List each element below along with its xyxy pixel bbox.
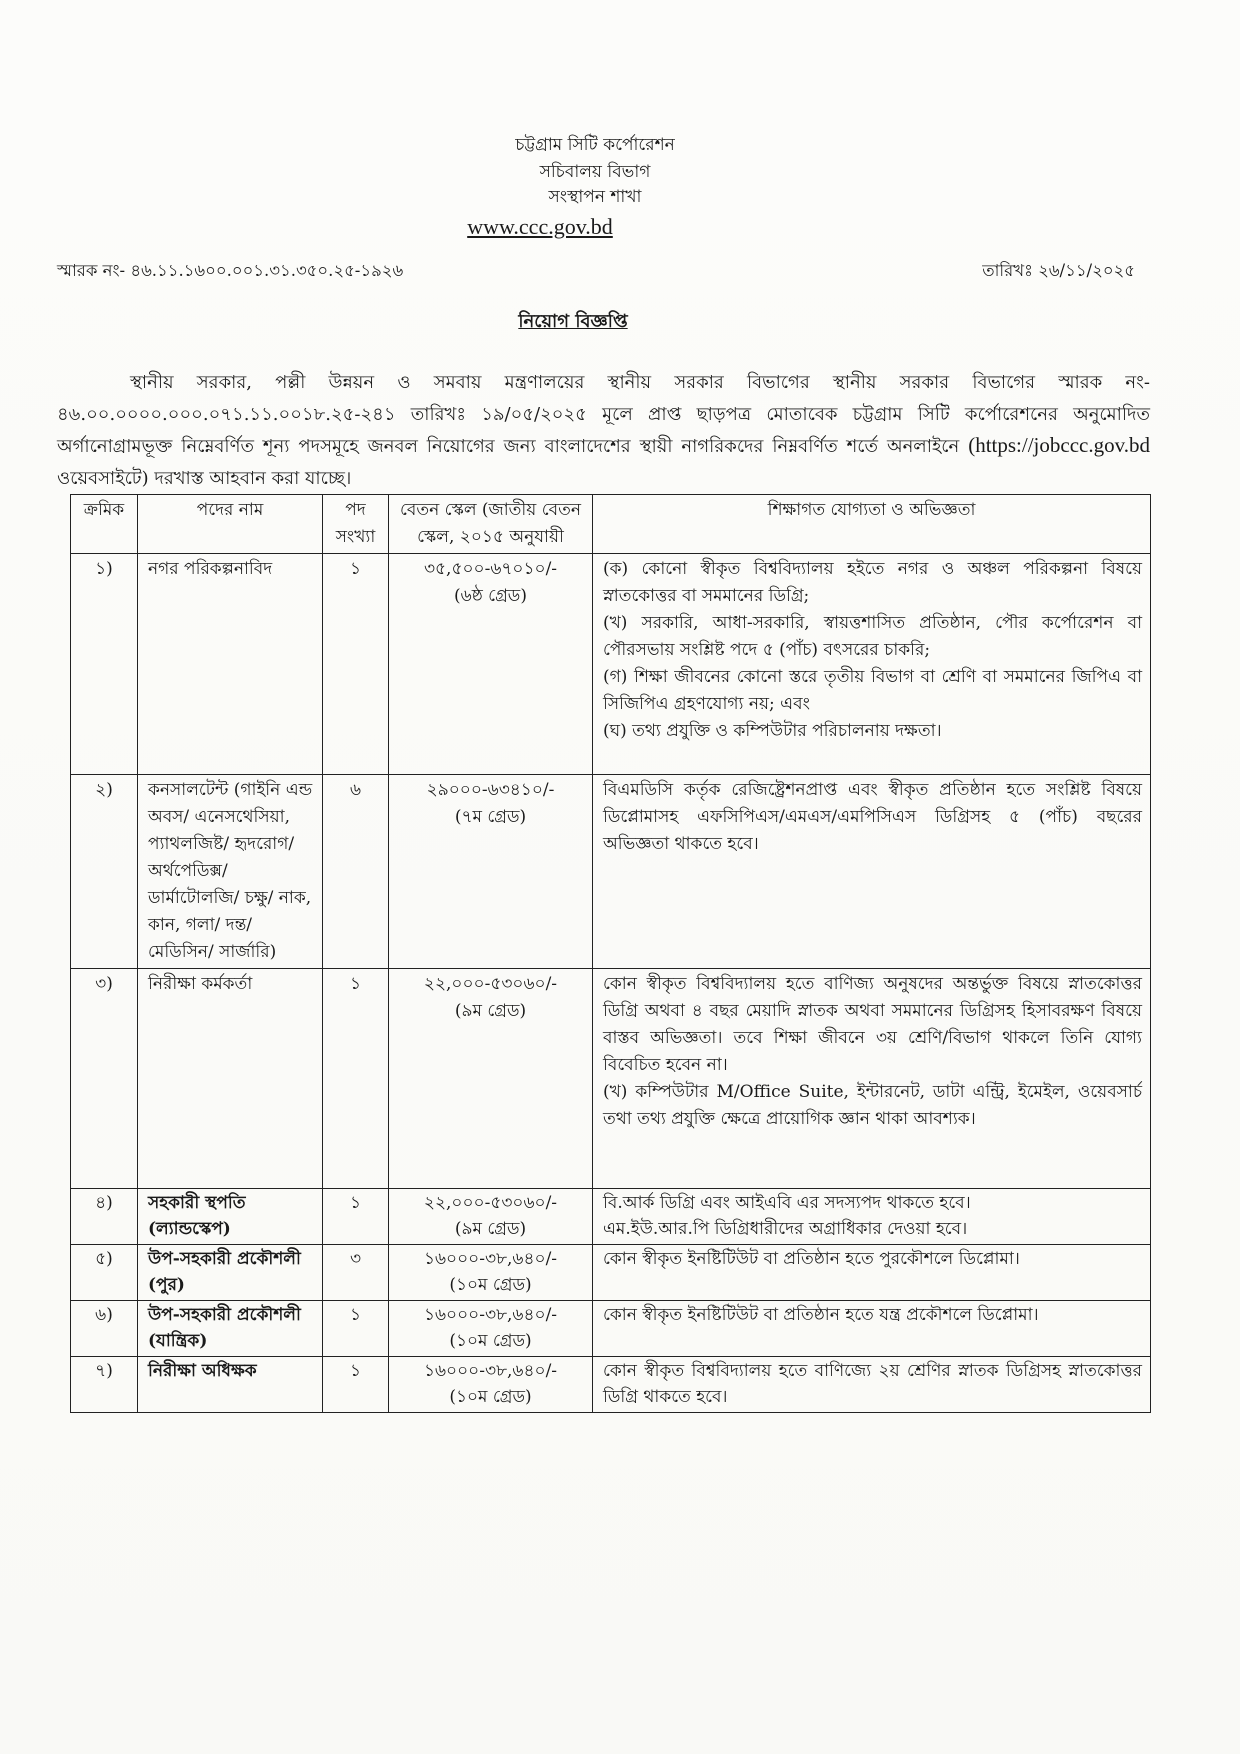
qualification-item: কোন স্বীকৃত ইনষ্টিটিউট বা প্রতিষ্ঠান হতে পুরকৌশলে ডিপ্লোমা। [603,1249,1020,1269]
notice-body [57,367,1150,1413]
serial-cell: ৩) [71,969,138,1189]
pay-grade: (৯ম গ্রেড) [454,1001,527,1021]
pay-scale-cell [389,969,593,1189]
post-count-cell: ১ [323,1357,389,1413]
qualification-cell [593,1357,1151,1413]
post-count-cell: ৩ [323,1245,389,1301]
table-header-row [71,495,1151,554]
post-name-cell: নিরীক্ষা কর্মকর্তা [138,969,323,1189]
header-count: পদ সংখ্যা [323,495,389,554]
section-name: সংস্থাপন শাখা [548,187,642,207]
qualification-cell [593,1189,1151,1245]
pay-scale-cell [389,775,593,969]
qualification-item: বি.আর্ক ডিগ্রি এবং আইএবি এর সদস্যপদ থাকতে হবে। [603,1193,971,1213]
notice-text-end: ওয়েবসাইটে) দরখাস্ত আহবান করা যাচ্ছে। [57,467,352,489]
serial-cell: ৪) [71,1189,138,1245]
notice-title: নিয়োগ বিজ্ঞপ্তি [518,311,628,332]
post-name-cell: নিরীক্ষা অধিক্ষক [138,1357,323,1413]
header-post: পদের নাম [138,495,323,554]
qualification-item: বিএমডিসি কর্তৃক রেজিষ্ট্রেশনপ্রাপ্ত এবং স্বীকৃত প্রতিষ্ঠান হতে সংশ্লিষ্ট বিষয়ে ডিপ্লোমাসহ এফসিপিএস/এমএস/এমপিসিএস ডিগ্রিসহ ৫ (পাঁচ) বছরের অভিজ্ঞতা থাকতে হবে। [603,780,1142,854]
table-row [71,1301,1151,1357]
qualification-item: (গ) শিক্ষা জীবনের কোনো স্তরে তৃতীয় বিভাগ বা শ্রেণি বা সমমানের জিপিএ বা সিজিপিএ গ্রহণযোগ্য নয়; এবং [603,667,1142,714]
notice-paragraph [57,367,1150,494]
pay-grade: (১০ম গ্রেড) [449,1330,532,1351]
pay-scale-range: ১৬০০০-৩৮,৬৪০/- [423,1249,558,1269]
pay-scale-cell [389,1301,593,1357]
organization-name: চট্টগ্রাম সিটি কর্পোরেশন [515,135,675,155]
pay-scale-range: ২৯০০০-৬৩৪১০/- [426,780,555,800]
table-row [71,1245,1151,1301]
memo-reference: স্মারক নং- ৪৬.১১.১৬০০.০০১.৩১.৩৫০.২৫-১৯২৬ [57,261,404,280]
post-count-cell: ৬ [323,775,389,969]
pay-grade: (১০ম গ্রেড) [449,1386,532,1407]
qualification-cell [593,969,1151,1189]
qualification-cell [593,1301,1151,1357]
pay-grade: (১০ম গ্রেড) [449,1274,532,1295]
table-row [71,775,1151,969]
pay-scale-range: ২২,০০০-৫৩০৬০/- [423,1193,558,1213]
pay-scale-cell [389,554,593,775]
post-name-cell: উপ-সহকারী প্রকৌশলী (যান্ত্রিক) [138,1301,323,1357]
header-scale: বেতন স্কেল (জাতীয় বেতন স্কেল, ২০১৫ অনুযায়ী [389,495,593,554]
qualification-cell [593,1245,1151,1301]
pay-grade: (৭ম গ্রেড) [454,807,527,827]
post-count-cell: ১ [323,969,389,1189]
qualification-item: (ক) কোনো স্বীকৃত বিশ্ববিদ্যালয় হইতে নগর ও অঞ্চল পরিকল্পনা বিষয়ে স্নাতকোত্তর বা সমমানের ডিগ্রি; [603,559,1142,606]
post-name-cell: কনসালটেন্ট (গাইনি এন্ড অবস/ এনেসথেসিয়া, প্যাথলজিষ্ট/ হৃদরোগ/ অর্থপেডিক্স/ ডার্মাটোলজি/ চক্ষু/ নাক, কান, গলা/ দন্ত/ মেডিসিন/ সার্জারি) [138,775,323,969]
memo-date: তারিখঃ ২৬/১১/২০২৫ [982,261,1135,280]
qualification-item: (ঘ) তথ্য প্রযুক্তি ও কম্পিউটার পরিচালনায় দক্ষতা। [603,721,942,741]
pay-scale-range: ৩৫,৫০০-৬৭০১০/- [423,559,558,579]
qualification-item: কোন স্বীকৃত বিশ্ববিদ্যালয় হতে বাণিজ্যে ২য় শ্রেণির স্নাতক ডিগ্রিসহ স্নাতকোত্তর ডিগ্রি থাকতে হবে। [603,1361,1142,1407]
post-count-cell: ১ [323,1189,389,1245]
serial-cell: ৬) [71,1301,138,1357]
qualification-item: এম.ইউ.আর.পি ডিগ্রিধারীদের অগ্রাধিকার দেওয়া হবে। [603,1218,968,1239]
serial-cell: ১) [71,554,138,775]
pay-scale-cell [389,1357,593,1413]
pay-scale-range: ১৬০০০-৩৮,৬৪০/- [423,1305,558,1325]
notice-text: স্থানীয় সরকার, পল্লী উন্নয়ন ও সমবায় মন্ত্রণালয়ের স্থানীয় সরকার বিভাগের স্থানীয় সরকার বিভাগের স্মারক নং- ৪৬.০০.০০০০.০০০.০৭১.১১.০০১৮.২৫-২৪১ তারিখঃ ১৯/০৫/২০২৫ মূলে প্রাপ্ত ছাড়পত্র মোতাবেক চট্টগ্রাম সিটি কর্পোরেশনের অনুমোদিত অর্গানোগ্রামভূক্ত নিম্নেবর্ণিত শূন্য পদসমূহে জনবল নিয়োগের জন্য বাংলাদেশের স্থায়ী নাগরিকদের নিম্নবর্ণিত শর্তে অনলাইনে [57,372,1150,457]
pay-scale-cell [389,1189,593,1245]
table-row [71,1357,1151,1413]
vacancy-table [70,494,1151,1413]
qualification-item: কোন স্বীকৃত বিশ্ববিদ্যালয় হতে বাণিজ্য অনুষদের অন্তর্ভুক্ত বিষয়ে স্নাতকোত্তর ডিগ্রি অথবা ৪ বছর মেয়াদি স্নাতক অথবা সমমানের ডিগ্রিসহ হিসাবরক্ষণ বিষয়ে বাস্তব অভিজ্ঞতা। তবে শিক্ষা জীবনে ৩য় শ্রেণি/বিভাগ থাকলে তিনি যোগ্য বিবেচিত হবেন না। [603,974,1142,1075]
header-serial: ক্রমিক [71,495,138,554]
serial-cell: ৭) [71,1357,138,1413]
pay-scale-range: ১৬০০০-৩৮,৬৪০/- [423,1361,558,1381]
pay-grade: (৯ম গ্রেড) [454,1218,527,1239]
qualification-item: (খ) সরকারি, আধা-সরকারি, স্বায়ত্তশাসিত প্রতিষ্ঠান, পৌর কর্পোরেশন বা পৌরসভায় সংশ্লিষ্ট পদে ৫ (পাঁচ) বৎসরের চাকরি; [603,613,1142,660]
application-url: (https://jobccc.gov.bd [968,433,1150,457]
qualification-item: কোন স্বীকৃত ইনষ্টিটিউট বা প্রতিষ্ঠান হতে যন্ত্র প্রকৌশলে ডিপ্লোমা। [603,1305,1039,1325]
qualification-cell [593,554,1151,775]
post-count-cell: ১ [323,554,389,775]
post-name-cell: উপ-সহকারী প্রকৌশলী (পুর) [138,1245,323,1301]
website-url: www.ccc.gov.bd [467,214,613,239]
serial-cell: ২) [71,775,138,969]
header-qualification: শিক্ষাগত যোগ্যতা ও অভিজ্ঞতা [593,495,1151,554]
table-row [71,554,1151,775]
post-name-cell: নগর পরিকল্পনাবিদ [138,554,323,775]
serial-cell: ৫) [71,1245,138,1301]
table-row [71,1189,1151,1245]
post-count-cell: ১ [323,1301,389,1357]
division-name: সচিবালয় বিভাগ [539,162,651,182]
table-row [71,969,1151,1189]
post-name-cell: সহকারী স্থপতি (ল্যান্ডস্কেপ) [138,1189,323,1245]
pay-scale-range: ২২,০০০-৫৩০৬০/- [423,974,558,994]
qualification-item: (খ) কম্পিউটার M/Office Suite, ইন্টারনেট, ডাটা এন্ট্রি, ইমেইল, ওয়েবসার্চ তথা তথ্য প্রযুক্তি ক্ষেত্রে প্রায়োগিক জ্ঞান থাকা আবশ্যক। [603,1082,1142,1129]
pay-scale-cell [389,1245,593,1301]
qualification-cell [593,775,1151,969]
pay-grade: (৬ষ্ঠ গ্রেড) [454,586,527,606]
